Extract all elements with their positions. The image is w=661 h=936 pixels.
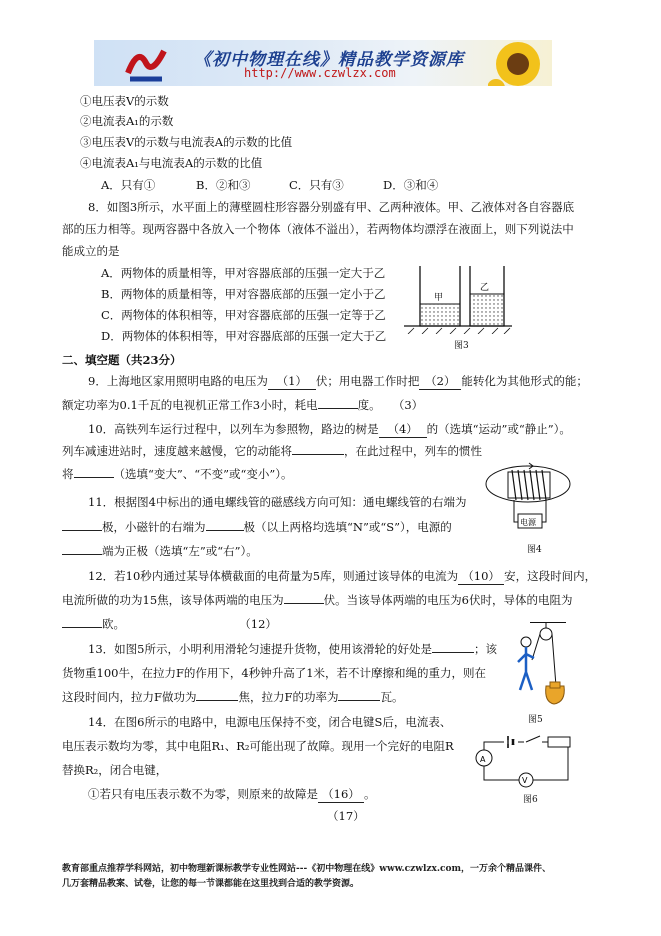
q14-line-4: ①若只有电压表示数不为零，则原来的故障是 （16） 。: [88, 787, 376, 801]
label-jia: 甲: [434, 293, 444, 303]
q7-option-a: A．只有①: [101, 178, 156, 192]
answer-blank-10: （10）: [458, 568, 504, 585]
figure-5-pulley: [510, 622, 580, 708]
q12-line-1: 12．若10秒内通过某导体横截面的电荷量为5库，则通过该导体的电流为 （10） 安，这段时间内，: [88, 569, 597, 583]
site-logo-icon: [124, 43, 168, 83]
q7-item-4: ④电流表A₁与电流表A的示数的比值: [80, 156, 263, 170]
figure-3-containers: [404, 262, 516, 334]
power-source-label: 电源: [520, 518, 536, 527]
q13-line-2: 货物重100牛，在拉力F的作用下，4秒钟升高了1米，若不计摩擦和绳的重力，则在: [62, 666, 487, 680]
q12-line-2: 电流所做的功为15焦，该导体两端的电压为 伏。当该导体两端的电压为6伏时，导体的电阻为: [62, 593, 573, 607]
q10-line-2: 列车减速进站时，速度越来越慢，它的动能将 ，在此过程中，列车的惯性: [62, 444, 482, 458]
footer-line-2: 几万套精品教案、试卷，让您的每一节课都能在这里找到合适的教学资源。: [62, 879, 360, 889]
q7-item-1: ①电压表V的示数: [80, 94, 169, 108]
q7-item-2: ②电流表A₁的示数: [80, 114, 174, 128]
figure-6-circuit: [468, 732, 580, 788]
answer-blank-7: [62, 530, 102, 531]
answer-blank-16: （16）: [318, 786, 364, 803]
answer-blank-4: （4）: [379, 421, 427, 438]
q8-option-a: A．两物体的质量相等，甲对容器底部的压强一定大于乙: [101, 266, 386, 280]
answer-blank-9: [62, 554, 102, 555]
q11-line-2: 极，小磁针的右端为 极（以上两格均选填“N”或“S”），电源的: [62, 519, 452, 535]
q7-option-c: C．只有③: [289, 178, 344, 192]
footer-line-1: 教育部重点推荐学科网站，初中物理新课标教学专业性网站---《初中物理在线》www.czwlzx.com，一万余个精品课件、: [62, 864, 552, 874]
q8-option-d: D．两物体的体积相等，甲对容器底部的压强一定大于乙: [101, 329, 387, 343]
q9-line-1: 9．上海地区家用照明电路的电压为 （1） 伏；用电器工作时把 （2） 能转化为其他形式的能；: [88, 374, 588, 388]
figure-6-caption: 图6: [523, 795, 538, 805]
answer-blank-6: [74, 477, 114, 478]
q10-line-3: 将 （选填“变大”、“不变”或“变小”）。: [62, 467, 293, 481]
q7-option-b: B．②和③: [196, 178, 251, 192]
q7-item-3: ③电压表V的示数与电流表A的示数的比值: [80, 135, 293, 149]
q8-option-b: B．两物体的质量相等，甲对容器底部的压强一定小于乙: [101, 287, 386, 301]
q9-line-2: 额定功率为0.1千瓦的电视机正常工作3小时，耗电 度。 （3）: [62, 398, 424, 412]
q11-line-1: 11．根据图4中标出的通电螺线管的磁感线方向可知：通电螺线管的右端为: [88, 495, 467, 509]
q11-line-3: 端为正极（选填“左”或“右”）。: [62, 543, 258, 559]
q14-blank-17: （17）: [327, 809, 365, 823]
figure-4-solenoid: [484, 460, 574, 538]
q14-line-1: 14．在图6所示的电路中，电源电压保持不变，闭合电键S后，电流表、: [88, 715, 452, 729]
q8-stem-2: 部的压力相等。现两容器中各放入一个物体（液体不溢出），若两物体均漂浮在液面上，则下列说法中: [62, 222, 574, 236]
svg-text:V: V: [522, 776, 528, 785]
answer-blank-5: [292, 454, 344, 455]
answer-blank-2: （2）: [419, 373, 461, 390]
q7-option-d: D．③和④: [383, 178, 439, 192]
sunflower-icon: [488, 40, 548, 86]
answer-blank-12: [62, 627, 102, 628]
answer-blank-15: [338, 700, 380, 701]
figure-4-caption: 图4: [527, 545, 542, 555]
q10-line-1: 10．高铁列车运行过程中，以列车为参照物，路边的树是 （4） 的（选填“运动”或“静止”）。: [88, 422, 571, 436]
answer-blank-14: [196, 700, 238, 701]
q13-line-1: 13．如图5所示，小明利用滑轮匀速提升货物，使用该滑轮的好处是 ；该: [88, 642, 497, 656]
section-2-heading: 二、填空题（共23分）: [62, 353, 182, 367]
q13-line-3: 这段时间内，拉力F做功为 焦，拉力F的功率为 瓦。: [62, 690, 404, 704]
figure-5-caption: 图5: [528, 715, 543, 725]
header-banner: [94, 40, 552, 86]
q12-line-3: 欧。 （12）: [62, 616, 277, 632]
banner-title: 《初中物理在线》精品教学资源库: [194, 50, 464, 70]
banner-url[interactable]: http://www.czwlzx.com: [244, 66, 396, 80]
answer-blank-13: [432, 652, 474, 653]
page-footer: [62, 862, 622, 892]
label-yi: 乙: [480, 283, 490, 293]
q14-line-3: 替换R₂，闭合电键，: [62, 763, 168, 777]
answer-blank-1: （1）: [268, 373, 316, 390]
svg-text:A: A: [480, 755, 486, 764]
figure-3-caption: 图3: [454, 341, 469, 351]
q14-line-2: 电压表示数均为零，其中电阻R₁、R₂可能出现了故障。现用一个完好的电阻R: [62, 739, 454, 753]
answer-blank-8: [206, 530, 244, 531]
answer-blank-3: [318, 408, 358, 409]
answer-blank-11: [284, 603, 324, 604]
q8-stem-1: 8．如图3所示，水平面上的薄壁圆柱形容器分别盛有甲、乙两种液体。甲、乙液体对各自容器底: [88, 200, 575, 214]
q8-option-c: C．两物体的体积相等，甲对容器底部的压强一定等于乙: [101, 308, 386, 322]
q8-stem-3: 能成立的是: [62, 244, 120, 258]
